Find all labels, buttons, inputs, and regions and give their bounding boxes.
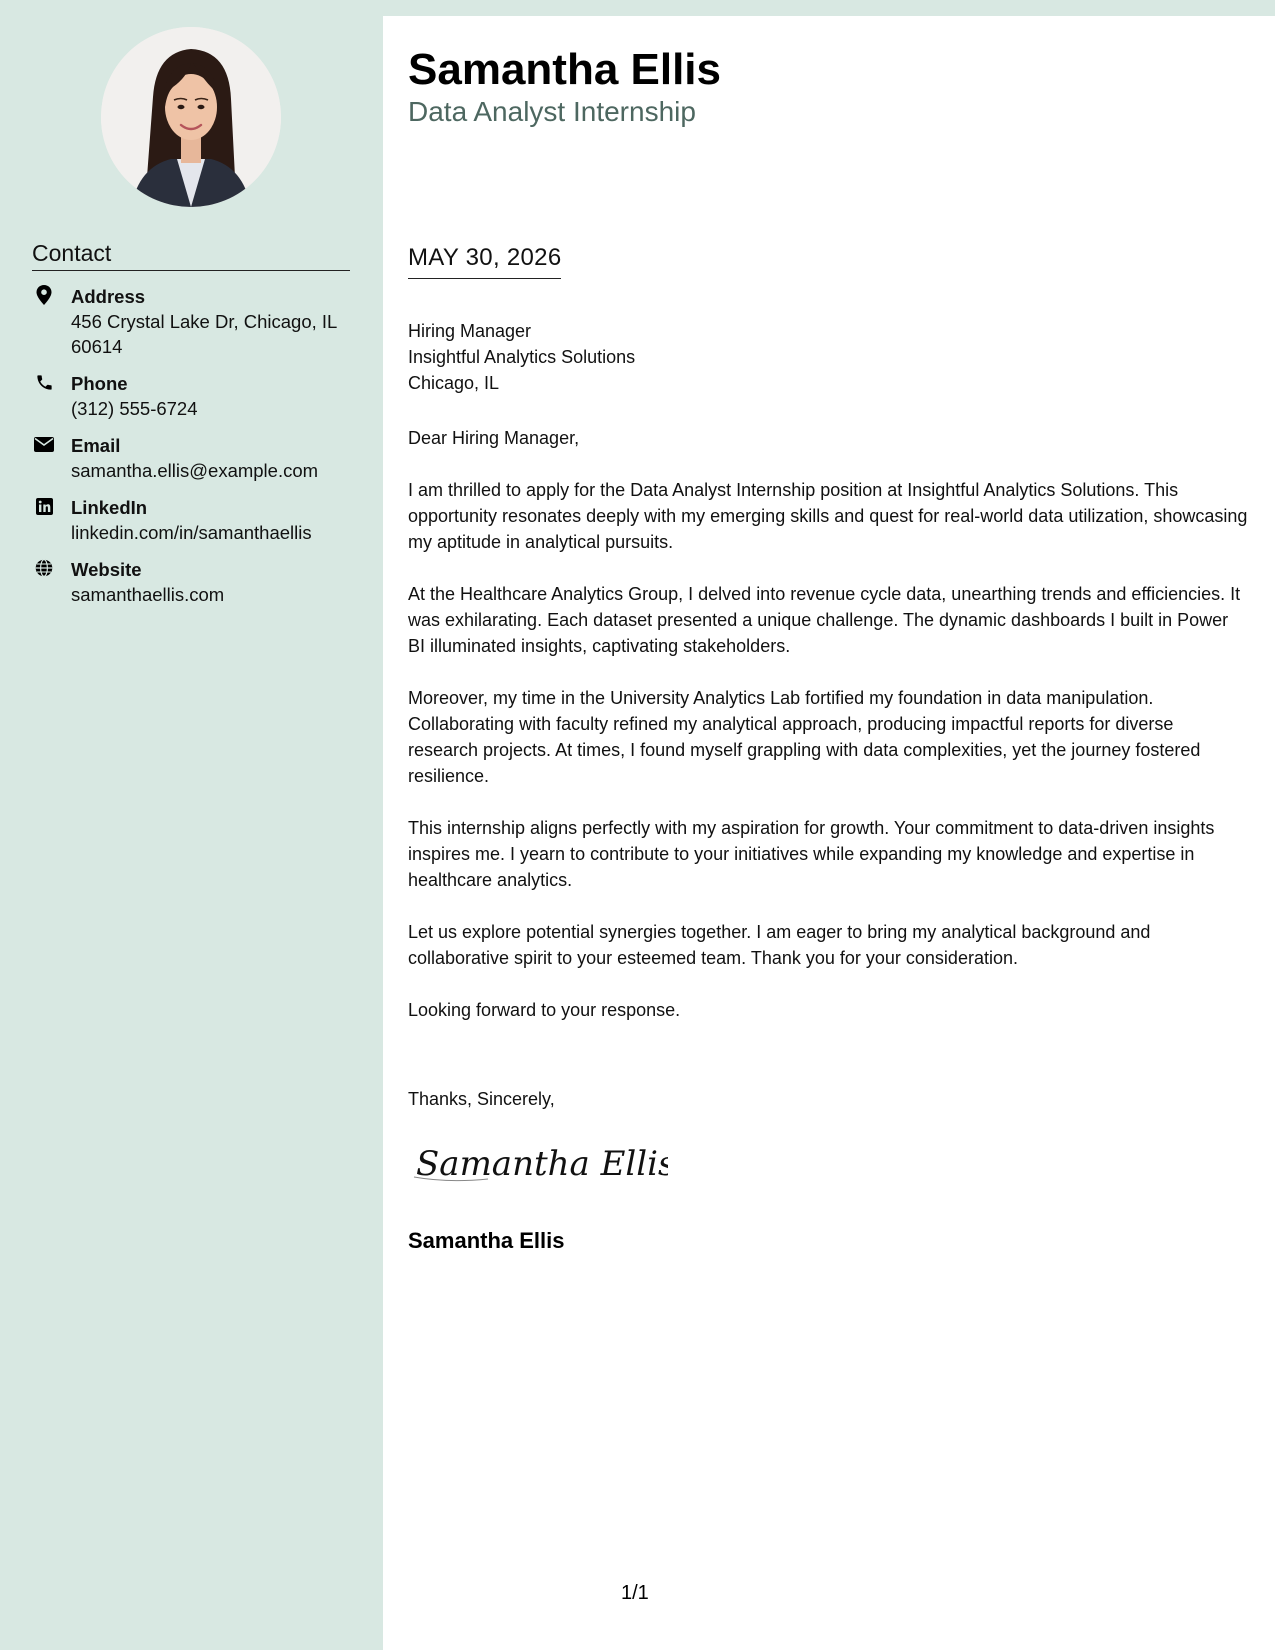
recipient-block xyxy=(408,318,1228,396)
linkedin-icon xyxy=(34,496,54,516)
contact-value-phone: (312) 555-6724 xyxy=(71,398,198,419)
body-paragraph: This internship aligns perfectly with my aspiration for growth. Your commitment to data-driven insights inspires me. I yearn to contribute to your initiatives while expanding my knowledge and expertise in healthcare analytics. xyxy=(408,818,1215,890)
signed-name: Samantha Ellis xyxy=(408,1228,565,1253)
signature-glyphs: Samantha Ellis xyxy=(416,1144,668,1184)
contact-value-email[interactable]: samantha.ellis@example.com xyxy=(71,460,319,481)
contact-heading: Contact xyxy=(32,240,350,271)
body-paragraph: Moreover, my time in the University Analytics Lab fortified my foundation in data manipulation. Collaborating with faculty refined my analytical approach, producing impactful reports for diverse research projects. At times, I found myself grappling with data complexities, yet the journey fostered resilience. xyxy=(408,688,1201,786)
contact-item-address xyxy=(32,284,362,359)
salutation: Dear Hiring Manager, xyxy=(408,428,580,448)
applicant-name: Samantha Ellis xyxy=(408,45,722,94)
contact-label-phone: Phone xyxy=(71,373,128,394)
contact-item-email xyxy=(32,433,362,483)
phone-icon xyxy=(34,372,54,392)
closing: Thanks, Sincerely, xyxy=(408,1089,555,1109)
contact-item-phone xyxy=(32,371,362,421)
contact-label-linkedin: LinkedIn xyxy=(71,497,148,518)
contact-label-website: Website xyxy=(71,559,142,580)
contact-label-address: Address xyxy=(71,286,146,307)
recipient-line: Hiring Manager xyxy=(408,321,532,341)
recipient-line: Insightful Analytics Solutions xyxy=(408,347,636,367)
body-paragraph: Looking forward to your response. xyxy=(408,1000,681,1020)
page-number: 1/1 xyxy=(621,1582,649,1604)
contact-item-linkedin xyxy=(32,495,362,545)
contact-value-address: 456 Crystal Lake Dr, Chicago, IL 60614 xyxy=(71,311,337,357)
contact-item-website xyxy=(32,557,362,607)
sidebar xyxy=(0,0,383,1650)
profile-photo xyxy=(101,27,281,207)
contact-value-linkedin[interactable]: linkedin.com/in/samanthaellis xyxy=(71,522,312,543)
envelope-icon xyxy=(34,434,54,454)
body-paragraph: At the Healthcare Analytics Group, I delved into revenue cycle data, unearthing trends and efficiencies. It was exhilarating. Each dataset presented a unique challenge. The dynamic dashboards I built in Power BI illuminated insights, captivating stakeholders. xyxy=(408,584,1241,656)
location-pin-icon xyxy=(34,285,54,305)
body-paragraph: Let us explore potential synergies together. I am eager to bring my analytical background and collaborative spirit to your esteemed team. Thank you for your consideration. xyxy=(408,922,1151,968)
body-paragraph: I am thrilled to apply for the Data Analyst Internship position at Insightful Analytics Solutions. This opportunity resonates deeply with my emerging skills and quest for real-world data utilization, showcasing my aptitude in analytical pursuits. xyxy=(408,480,1248,552)
job-title: Data Analyst Internship xyxy=(408,96,696,127)
contact-value-website[interactable]: samanthaellis.com xyxy=(71,584,225,605)
contact-label-email: Email xyxy=(71,435,121,456)
recipient-line: Chicago, IL xyxy=(408,373,500,393)
letter-main xyxy=(383,16,1275,1650)
handwritten-signature xyxy=(408,1133,668,1193)
contact-list xyxy=(32,284,362,619)
letter-body xyxy=(408,425,1248,1049)
letter-date: MAY 30, 2026 xyxy=(408,244,561,279)
globe-icon xyxy=(34,558,54,578)
